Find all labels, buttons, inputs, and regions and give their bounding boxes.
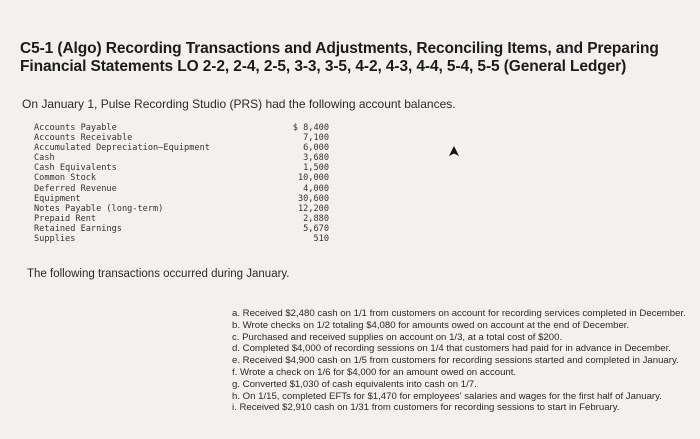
problem-title: C5-1 (Algo) Recording Transactions and Adjustments, Reconciling Items, and Preparing Financial Statements LO 2-2, 2-4, 2-5, 3-3, 3-5, 4-2, 4-3, 4-4, 5-4, 5-5 (General Ledger) (20, 40, 659, 75)
balance-account: Notes Payable (long-term) (34, 203, 164, 214)
balance-account: Common Stock (34, 173, 97, 184)
balance-account: Equipment (34, 193, 81, 204)
transaction-item: d. Completed $4,000 of recording sessions on 1/4 that customers had paid for in advance in December. (232, 343, 671, 355)
balance-amount: 510 (313, 234, 329, 245)
balance-row (34, 184, 329, 194)
balance-account: Deferred Revenue (34, 183, 117, 194)
balance-amount: 6,000 (303, 143, 329, 154)
transaction-item: g. Converted $1,030 of cash equivalents into cash on 1/7. (232, 378, 477, 390)
balance-amount: 12,200 (297, 203, 329, 214)
balance-account: Cash (34, 153, 55, 164)
transaction-item: h. On 1/15, completed EFTs for $1,470 for employees' salaries and wages for the first half of January. (232, 390, 662, 402)
balance-account: Retained Earnings (34, 223, 122, 234)
transaction-item: c. Purchased and received supplies on account on 1/3, at a total cost of $200. (232, 331, 563, 343)
balance-row (34, 214, 329, 224)
balance-row (34, 143, 329, 153)
balance-account: Cash Equivalents (34, 163, 117, 174)
balance-row (34, 224, 329, 234)
balance-amount: 2,880 (303, 213, 329, 224)
balance-row (34, 133, 329, 143)
balance-amount: 10,000 (297, 173, 329, 184)
intro-text: On January 1, Pulse Recording Studio (PRS) had the following account balances. (22, 97, 456, 111)
balance-amount: 4,000 (303, 183, 329, 194)
transaction-item: b. Wrote checks on 1/2 totaling $4,080 for amounts owed on account at the end of December. (232, 319, 630, 331)
balance-account: Accounts Payable (34, 123, 117, 133)
balance-amount: 30,600 (297, 193, 329, 204)
balance-row (34, 153, 329, 163)
transactions-list (232, 308, 692, 414)
balance-row (34, 123, 329, 133)
transactions-intro: The following transactions occurred during January. (27, 268, 290, 280)
balance-account: Prepaid Rent (34, 213, 97, 224)
balance-row (34, 204, 329, 214)
transaction-item: a. Received $2,480 cash on 1/1 from customers on account for recording services completed in December. (232, 308, 686, 319)
balance-account: Accumulated Depreciation—Equipment (34, 143, 210, 154)
transaction-item: f. Wrote a check on 1/6 for $4,000 for an amount owed on account. (232, 366, 517, 378)
balance-row (34, 234, 329, 244)
balance-amount: 5,670 (303, 223, 329, 234)
balance-row (34, 194, 329, 204)
transaction-item: e. Received $4,900 cash on 1/5 from customers for recording sessions started and completed in January. (232, 355, 679, 367)
balance-account: Supplies (34, 234, 76, 245)
account-balances-table (34, 123, 329, 244)
balance-row (34, 173, 329, 183)
balance-account: Accounts Receivable (34, 133, 133, 144)
balance-amount: $ 8,400 (292, 123, 329, 133)
balance-amount: 7,100 (303, 133, 329, 144)
balance-row (34, 163, 329, 173)
transaction-item: i. Received $2,910 cash on 1/31 from customers for recording sessions to start in February. (232, 402, 620, 414)
balance-amount: 3,680 (303, 153, 329, 164)
balance-amount: 1,500 (303, 163, 329, 174)
mouse-cursor-icon (449, 146, 459, 158)
